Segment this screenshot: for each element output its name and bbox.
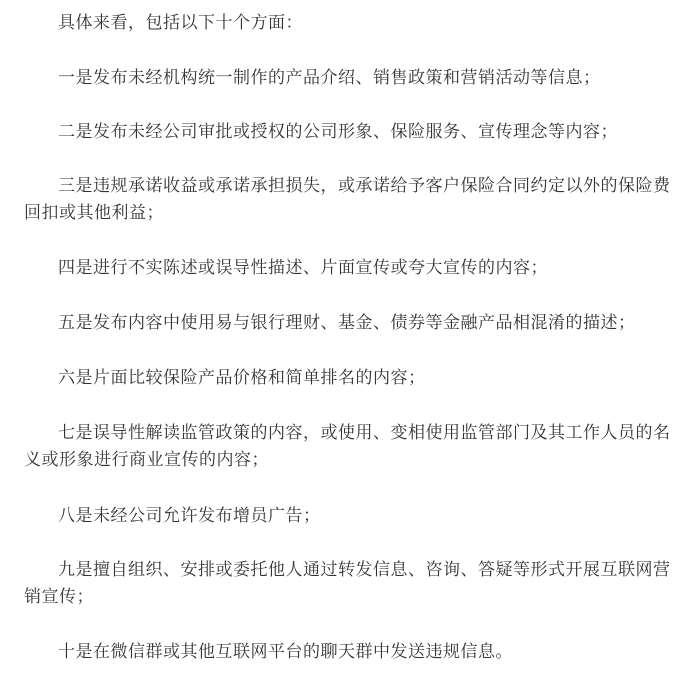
item-paragraph-1: 一是发布未经机构统一制作的产品介绍、销售政策和营销活动等信息； <box>58 68 601 88</box>
item-paragraph-7: 七是误导性解读监管政策的内容，或使用、变相使用监管部门及其工作人员的名义或形象进行商业宣传的内容； <box>24 423 671 470</box>
item-paragraph-2: 二是发布未经公司审批或授权的公司形象、保险服务、宣传理念等内容； <box>58 122 618 142</box>
item-paragraph-6: 六是片面比较保险产品价格和简单排名的内容； <box>58 368 426 388</box>
item-paragraph-8: 八是未经公司允许发布增员广告； <box>58 506 321 526</box>
intro-paragraph: 具体来看，包括以下十个方面： <box>58 13 303 33</box>
item-paragraph-9: 九是擅自组织、安排或委托他人通过转发信息、咨询、答疑等形式开展互联网营销宣传； <box>24 560 671 607</box>
item-paragraph-10: 十是在微信群或其他互联网平台的聊天群中发送违规信息。 <box>58 642 513 662</box>
item-paragraph-5: 五是发布内容中使用易与银行理财、基金、债券等金融产品相混淆的描述； <box>58 313 636 333</box>
item-paragraph-4: 四是进行不实陈述或误导性描述、片面宣传或夸大宣传的内容； <box>58 258 548 278</box>
item-paragraph-3: 三是违规承诺收益或承诺承担损失，或承诺给予客户保险合同约定以外的保险费回扣或其他利益； <box>24 176 671 223</box>
